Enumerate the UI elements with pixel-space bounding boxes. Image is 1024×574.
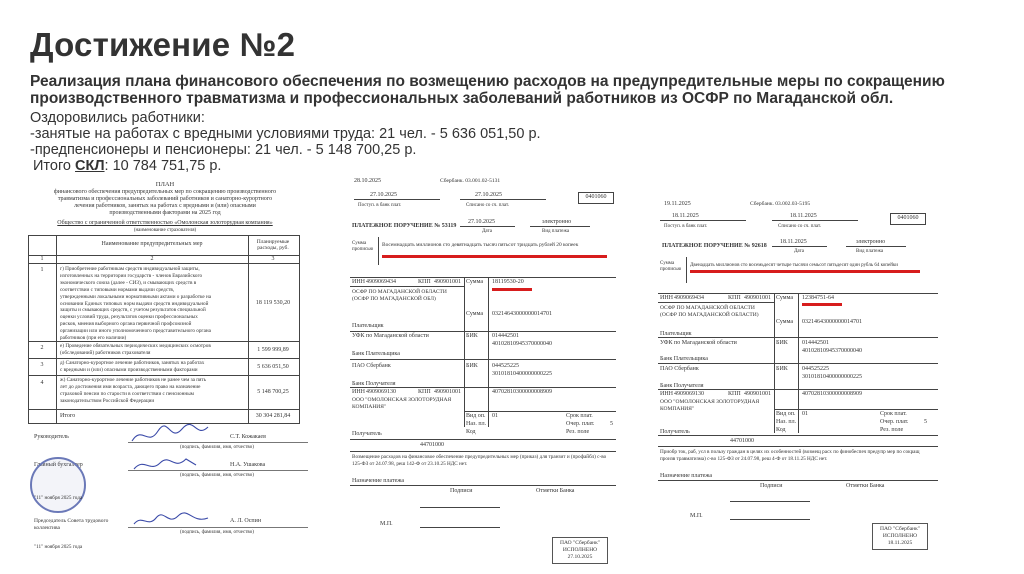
skl-abbr: СКЛ [75, 158, 105, 174]
payment-order-2: 19.11.2025 Сбербанк. 03.002.03-5195 18.11.2025 18.11.2025 Поступ. в банк плат. Списано со сч. плат. 0401060 ПЛАТЕЖНОЕ ПОРУЧЕНИЕ № 92618 18.11.2025 электронно Дата Вид платежа Сумма прописью Двенадцать миллионов сто восемьдесят четыре тысячи семьсот пятьдесят один рубль 64 копейки ИНН 4909069434 КПП 490901001 Сумма 12384751-64 ОСФР ПО МАГАДАНСКОЙ ОБЛАСТИ (ОСФР ПО МАГАДАНСКОЙ ОБЛАСТИ) Сумма 03214643000000014701 Плательщик УФК по Магаданской области БИК 014442501 40102810945370000040 Банк Плательщика ПАО Сбербанк БИК 044525225 30101810400000000225 Банк Получателя ИНН 4909069130 КПП 490901001 40702810300000008909 ООО "ОМОЛОНСКАЯ ЗОЛОТОРУДНАЯ КОМПАНИЯ" Вид оп. 01 Срок плат. Наз. пл. Очер. плат. 5 Получатель Код Рез. поле 44701000 Приобр ток, раб, усл в пользу граждан в целях их особенностей (возмещ расх по финобеспеч предупр мер по сокращ произв травматизма) с-во 125-ФЗ от 24.07.98, реш 4-Ф от 18.11.25 НДС нет. Назначение платежа Подписи Отметки Банка М.П. ПАО "Сбербанк" ИСПОЛНЕНО 18.11.2025 [650, 195, 950, 555]
order-kpp: 490901001 [744, 391, 771, 397]
order-ochered-label: Очер. плат. [880, 419, 909, 425]
slide-title: Достижение №2 [30, 26, 296, 63]
red-underline [802, 303, 842, 306]
order-kod-label: Код [466, 429, 476, 435]
summary-line: -предпенсионеры и пенсионеры: 21 чел. - 5 148 700,25 р. [30, 142, 417, 158]
plan-row-text: ж) Санаторно-курортное лечение работников не ранее чем за пять лет до достижения ими возраста, дающего право на назначение страховой пенсии по старости в соответствии с пенсионным законодательством Российской Федерации [60, 377, 207, 404]
order-sum-words: Восемнадцать миллионов сто девятнадцать тысяч пятьсот тридцать рублей 20 копеек [382, 242, 579, 248]
order-mp: М.П. [690, 513, 703, 519]
plan-head-note: (подпись, фамилия, имя, отчество) [180, 445, 254, 450]
order-sum-words-label: Сумма прописью [352, 241, 374, 252]
order-purpose-label: Назначение платежа [660, 473, 713, 479]
order-recipient-label: Получатель [660, 429, 690, 435]
order-bik: 044525225 [802, 366, 829, 372]
summary-line: Оздоровились работники: [30, 110, 205, 126]
plan-row-text: г) Приобретение работникам средств индивидуальной защиты, изготовленных на территории государств - членов Евразийского экономического союза (далее - СИЗ), и смывающих средств в соответствии с типовыми нормами выдачи средств, утвержденными локальными нормативными актами о разработке на основании Единых типовых норм выдачи средств индивидуальной защиты и смывающих средств, с учетом результатов специальной оценки условий труда, результатов оценки профессиональных рисков, мнения выборного органа первичной профсоюзной организации или иного уполномоченного представительного органа работников (при его наличии) [60, 266, 212, 342]
order-recipient-label: Получатель [352, 431, 382, 437]
order-naz-pl-label: Наз. пл. [466, 421, 487, 427]
order-kpp-label: КПП [418, 389, 431, 395]
order-account: 03214643000000014701 [492, 311, 552, 317]
order-sign-label: Подписи [450, 488, 473, 494]
order-sum-words-label: Сумма прописью [660, 261, 682, 272]
order-payee: ООО "ОМОЛОНСКАЯ ЗОЛОТОРУДНАЯ КОМПАНИЯ" [660, 399, 760, 412]
order-code: 0401060 [585, 194, 607, 200]
plan-accountant-name: Н.А. Ушакова [230, 462, 266, 468]
order-vid-op-label: Вид оп. [466, 413, 486, 419]
order-kpp: 490901001 [434, 279, 461, 285]
plan-date: "11" ноября 2025 года [34, 495, 83, 501]
order-account: 03214643000000014701 [802, 319, 862, 325]
order-vid-op-label: Вид оп. [776, 411, 796, 417]
order-payer: ОСФР ПО МАГАДАНСКОЙ ОБЛАСТИ (ОСФР ПО МАГАДАНСКОЙ ОБЛАСТИ) [660, 305, 759, 318]
summary-line: -занятые на работах с вредными условиями труда: 21 чел. - 5 636 051,50 р. [30, 126, 541, 142]
order-date: 27.10.2025 [468, 219, 495, 225]
order-inn: 4909069130 [674, 391, 704, 397]
plan-col-names: Наименование предупредительных мер [101, 241, 203, 247]
order-date-in: 27.10.2025 [370, 192, 397, 198]
order-top-bank: Сбербанк. 03.002.03-5195 [750, 201, 811, 207]
order-label-in: Поступ. в банк плат. [358, 203, 402, 208]
order-title: ПЛАТЕЖНОЕ ПОРУЧЕНИЕ № 92618 [662, 243, 767, 249]
order-bank-payer-label: Банк Плательщика [660, 356, 708, 362]
order-kpp-label: КПП [728, 295, 741, 301]
order-code: 0401060 [897, 215, 919, 221]
order-sum-label: Сумма [466, 279, 483, 285]
order-account: 40702810300000008909 [802, 391, 862, 397]
order-bank-marks: Отметки Банка [536, 488, 575, 494]
plan-row-text: е) Проведение обязательных периодических медицинских осмотров (обследований) работников страхователя [60, 343, 211, 356]
order-top-date: 19.11.2025 [664, 201, 691, 207]
plan-col-num: 3 [271, 256, 275, 262]
order-date-label: Дата [482, 229, 492, 234]
plan-row-amount: 1 599 999,89 [257, 347, 289, 353]
order-srok-label: Срок плат. [880, 411, 907, 417]
plan-org-note: (наименование страхователя) [133, 228, 197, 233]
plan-accountant-label: Главный бухгалтер [34, 462, 83, 468]
order-label-out: Списано со сч. плат. [466, 203, 510, 208]
order-purpose-label: Назначение платежа [352, 478, 405, 484]
bank-stamp: ПАО "Сбербанк" ИСПОЛНЕНО 27.10.2025 [552, 537, 608, 564]
order-account: 30101810400000000225 [802, 374, 862, 380]
plan-row-num: 2 [40, 345, 44, 351]
order-method-label: Вид платежа [542, 229, 570, 234]
order-inn-label: ИНН [352, 279, 365, 285]
plan-row-num: 1 [40, 267, 44, 273]
order-sum: 12384751-64 [802, 295, 834, 301]
plan-date: "11" ноября 2025 года [34, 544, 83, 550]
plan-header: ПЛАН [155, 181, 175, 188]
order-kpp-label: КПП [418, 279, 431, 285]
order-kod-label: Код [776, 427, 786, 433]
order-ochered: 5 [610, 421, 613, 427]
order-date-out: 18.11.2025 [790, 213, 817, 219]
plan-intro: лечения работников, занятых на работах с вредными и (или) опасными [74, 203, 256, 209]
plan-org: Общество с ограниченной ответственностью «Омолонская золоторудная компания» [57, 220, 273, 226]
order-payer-label: Плательщик [660, 331, 692, 337]
order-method: электронно [542, 219, 572, 225]
order-account: 40102810945370000040 [492, 341, 552, 347]
order-bik: 014442501 [492, 333, 519, 339]
bank-stamp: ПАО "Сбербанк" ИСПОЛНЕНО 18.11.2025 [872, 523, 928, 550]
plan-row-num: 4 [40, 380, 44, 386]
plan-council-label: Председатель Совета трудового коллектива [34, 518, 109, 531]
order-inn-label: ИНН [660, 391, 673, 397]
company-seal-icon [30, 457, 86, 513]
order-date-label: Дата [794, 249, 804, 254]
order-top-bank: Сбербанк. 03.001.02-5131 [440, 178, 501, 184]
order-date: 18.11.2025 [780, 239, 807, 245]
order-bank-marks: Отметки Банка [846, 483, 885, 489]
order-method-label: Вид платежа [856, 249, 884, 254]
order-ref: 44701000 [420, 442, 444, 448]
order-inn: 4909069434 [674, 295, 704, 301]
plan-row-num: 3 [40, 362, 44, 368]
order-mp: М.П. [380, 521, 393, 527]
order-bik: 014442501 [802, 340, 829, 346]
order-inn-label: ИНН [660, 295, 673, 301]
plan-head-label: Руководитель [34, 434, 69, 440]
order-rez-label: Рез. поле [880, 427, 904, 433]
order-label-out: Списано со сч. плат. [778, 224, 822, 229]
order-bik: 044525225 [492, 363, 519, 369]
order-purpose: Приобр ток, раб, усл в пользу граждан в целях их особенностей (возмещ расх по финобеспеч предупр мер по сокращ произв травматизма) с-во 125-ФЗ от 24.07.98, реш 4-Ф от 18.11.25 НДС нет. [660, 449, 920, 462]
plan-head-name: С.Т. Кожакаев [230, 434, 266, 440]
order-inn: 4909069130 [366, 389, 396, 395]
order-account: 40102810945370000040 [802, 348, 862, 354]
order-label-in: Поступ. в банк плат. [664, 224, 708, 229]
order-kpp-label: КПП [728, 391, 741, 397]
order-bank-payee-label: Банк Получателя [660, 383, 704, 389]
plan-col-amount: Планируемые расходы, руб. [256, 239, 290, 251]
order-bank-payer-label: Банк Плательщика [352, 351, 400, 357]
order-payer: ОСФР ПО МАГАДАНСКОЙ ОБЛАСТИ (ОСФР ПО МАГАДАНСКОЙ ОБЛ) [352, 289, 447, 302]
summary-total: Итого СКЛ: 10 784 751,75 р. [33, 158, 222, 174]
order-payer-bank: УФК по Магаданской области [352, 333, 429, 339]
order-inn: 4909069434 [366, 279, 396, 285]
order-title: ПЛАТЕЖНОЕ ПОРУЧЕНИЕ № 53119 [352, 223, 457, 229]
order-vid-op: 01 [802, 411, 808, 417]
order-payer-bank: УФК по Магаданской области [660, 340, 737, 346]
plan-intro: производственными факторами на 2025 год [109, 210, 221, 216]
plan-total-amount: 30 304 281,84 [255, 413, 291, 419]
order-rez-label: Рез. поле [566, 429, 590, 435]
red-underline [492, 288, 532, 291]
order-sch-label: Сумма [776, 319, 793, 325]
order-top-date: 28.10.2025 [354, 178, 381, 184]
order-date-out: 27.10.2025 [475, 192, 502, 198]
plan-row-amount: 5 636 051,50 [257, 364, 289, 370]
plan-total-label: Итого [60, 413, 76, 419]
order-ref: 44701000 [730, 438, 754, 444]
summary-lines [30, 110, 541, 174]
order-srok-label: Срок плат. [566, 413, 593, 419]
red-underline [382, 255, 607, 258]
slide-subtitle: Реализация плана финансового обеспечения по возмещению расходов на предупредительные меры по сокращению производственного травматизма и профессиональных заболеваний работников из ОСФР по Магаданской обл. [30, 73, 945, 107]
order-ochered-label: Очер. плат. [566, 421, 595, 427]
order-payee-bank: ПАО Сбербанк [352, 363, 391, 369]
order-ochered: 5 [924, 419, 927, 425]
plan-intro: финансового обеспечения предупредительных мер по сокращению производственного [53, 189, 277, 195]
plan-col-num: 2 [150, 256, 154, 262]
plan-row-text: д) Санаторно-курортное лечение работников, занятых на работах с вредными и (или) опасными производственными факторами [60, 360, 205, 373]
order-account: 30101810400000000225 [492, 371, 552, 377]
plan-accountant-note: (подпись, фамилия, имя, отчество) [180, 473, 254, 478]
order-sch-label: Сумма [466, 311, 483, 317]
order-sum-words: Двенадцать миллионов сто восемьдесят четыре тысячи семьсот пятьдесят один рубль 64 копейки [690, 263, 898, 268]
order-method: электронно [856, 239, 886, 245]
order-kpp: 490901001 [434, 389, 461, 395]
plan-council-note: (подпись, фамилия, имя, отчество) [180, 530, 254, 535]
payment-order-1: 28.10.2025 Сбербанк. 03.001.02-5131 27.10.2025 27.10.2025 Поступ. в банк плат. Списано со сч. плат. 0401060 ПЛАТЕЖНОЕ ПОРУЧЕНИЕ № 53119 27.10.2025 электронно Дата Вид платежа Сумма прописью Восемнадцать миллионов сто девятнадцать тысяч пятьсот тридцать рублей 20 копеек ИНН 4909069434 КПП 490901001 Сумма 18119530-20 ОСФР ПО МАГАДАНСКОЙ ОБЛАСТИ (ОСФР ПО МАГАДАНСКОЙ ОБЛ) Сумма 03214643000000014701 Плательщик УФК по Магаданской области БИК 014442501 40102810945370000040 Банк Плательщика ПАО Сбербанк БИК 044525225 30101810400000000225 Банк Получателя ИНН 4909069130 КПП 490901001 40702810300000008909 ООО "ОМОЛОНСКАЯ ЗОЛОТОРУДНАЯ КОМПАНИЯ" Вид оп. 01 Срок плат. Наз. пл. Очер. плат. 5 Получатель Код Рез. поле 44701000 Возмещение расходов на финансовое обеспечение предупредительных мер (приказ) для транзит и (профайбл) с-во 125-ФЗ от 24.07.98, реш 142-Ф от 23.10.25 НДС нет. Назначение платежа Подписи Отметки Банка М.П. ПАО "Сбербанк" ИСПОЛНЕНО 27.10.2025 [320, 175, 626, 570]
order-payee: ООО "ОМОЛОНСКАЯ ЗОЛОТОРУДНАЯ КОМПАНИЯ" [352, 397, 452, 410]
order-kpp: 490901001 [744, 295, 771, 301]
red-underline [690, 270, 920, 273]
order-purpose: Возмещение расходов на финансовое обеспечение предупредительных мер (приказ) для транзит и (профайбл) с-во 125-ФЗ от 24.07.98, реш 142-Ф от 23.10.25 НДС нет. [352, 454, 607, 467]
plan-document [20, 175, 310, 570]
order-account: 40702810300000008909 [492, 389, 552, 395]
order-inn-label: ИНН [352, 389, 365, 395]
order-payee-bank: ПАО Сбербанк [660, 366, 699, 372]
order-date-in: 18.11.2025 [672, 213, 699, 219]
plan-row-amount: 5 148 700,25 [257, 389, 289, 395]
order-sum-label: Сумма [776, 295, 793, 301]
plan-row-amount: 18 119 530,20 [255, 300, 291, 306]
order-vid-op: 01 [492, 413, 498, 419]
order-naz-pl-label: Наз. пл. [776, 419, 797, 425]
plan-intro: травматизма и профессиональных заболеваний работников и санаторно-курортного [57, 196, 273, 202]
order-sum: 18119530-20 [492, 279, 524, 285]
order-bank-payee-label: Банк Получателя [352, 381, 396, 387]
plan-col-num: 1 [40, 256, 44, 262]
plan-council-name: А. Л. Оспин [230, 518, 262, 524]
order-payer-label: Плательщик [352, 323, 384, 329]
order-sign-label: Подписи [760, 483, 783, 489]
